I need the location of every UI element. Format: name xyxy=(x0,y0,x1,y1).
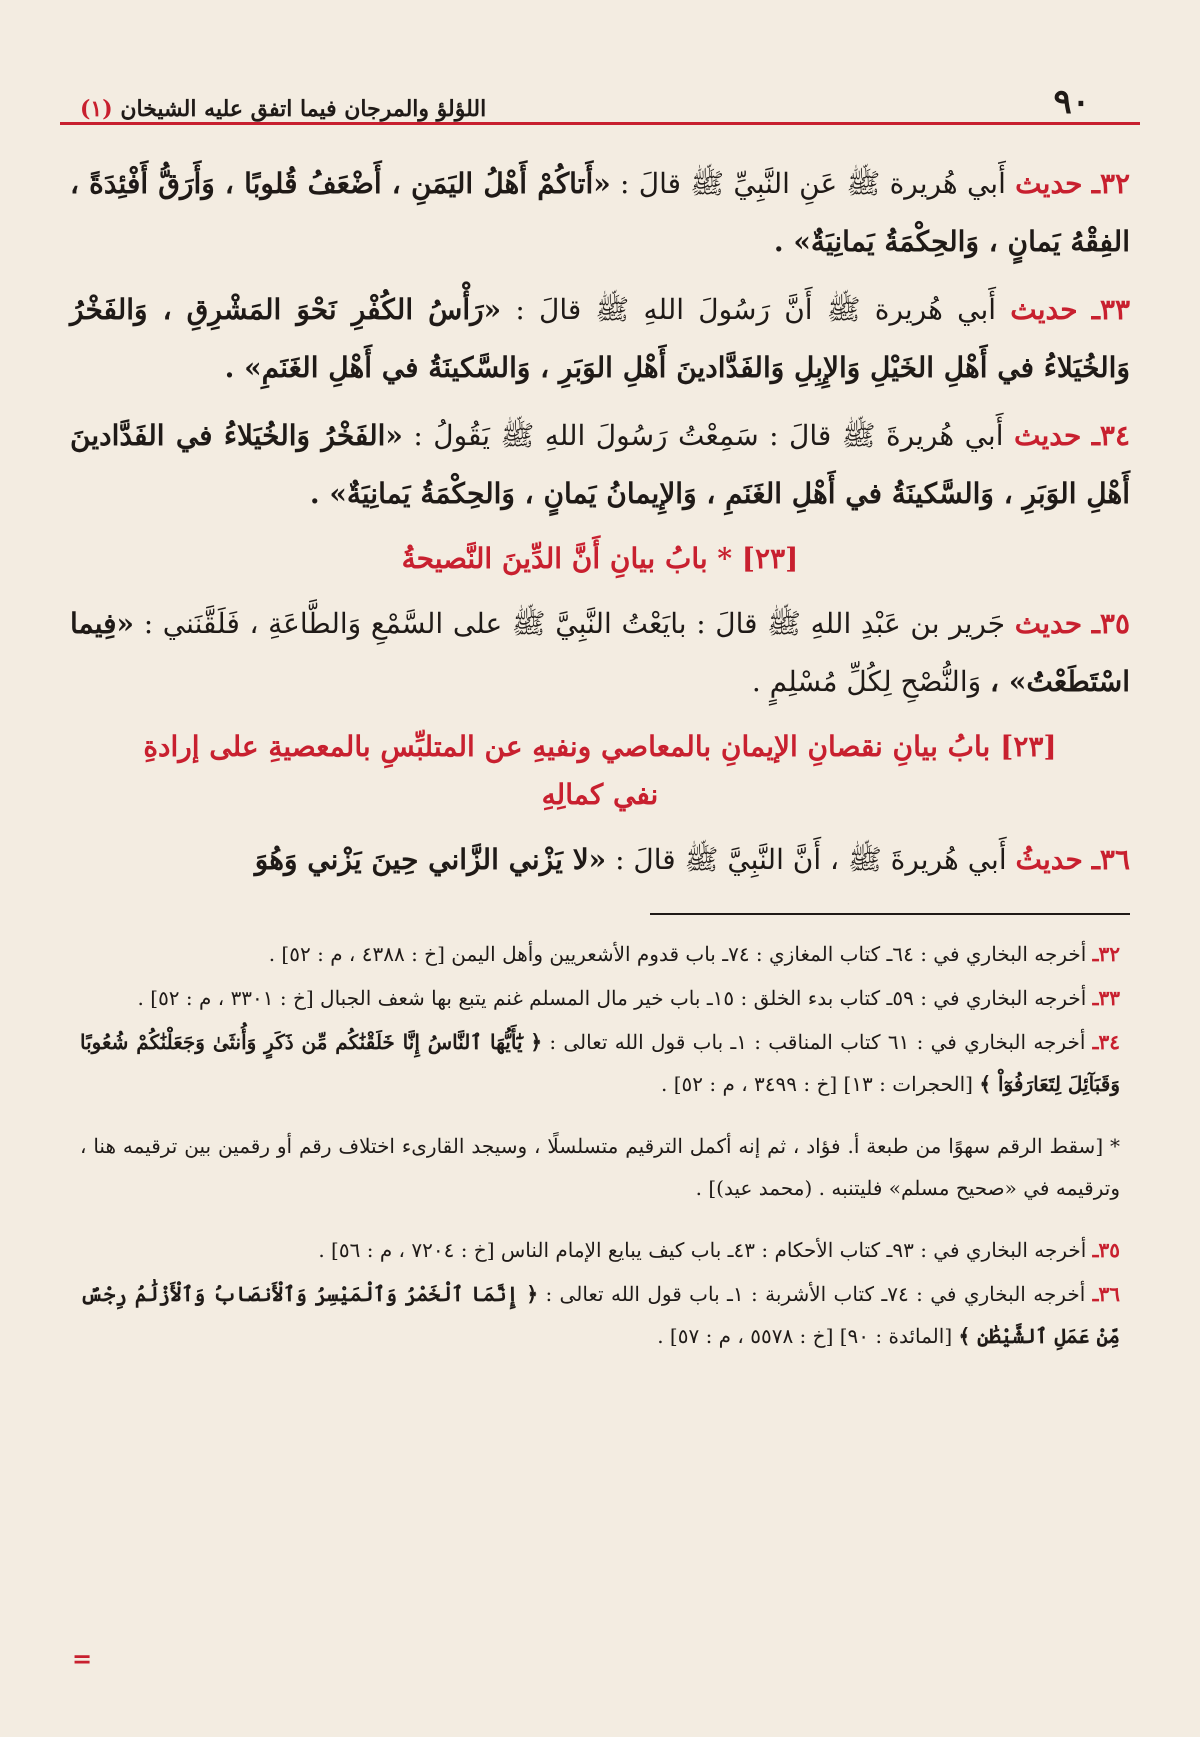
footnote-number: ٣٥ـ xyxy=(1092,1238,1120,1262)
hadith-lead: أَبي هُريرة ﷺ عَنِ النَّبِيِّ ﷺ قالَ : xyxy=(620,167,1006,200)
hadith-tail: وَالنُّصْحِ لِكُلِّ مُسْلِمٍ . xyxy=(751,665,982,698)
book-title xyxy=(80,96,486,122)
hadith-32 xyxy=(70,155,1130,271)
page-number: ٩٠ xyxy=(1053,82,1090,122)
footnote-text: أخرجه البخاري في : ٦٤ـ كتاب المغازي : ٧٤ـ باب قدوم الأشعريين وأهل اليمن [خ : ٤٣٨٨ ، م : ٥٢] . xyxy=(268,942,1087,966)
footnote-32 xyxy=(80,933,1120,975)
hadith-label: حديثُ xyxy=(1015,843,1083,876)
editor-note: * [سقط الرقم سهوًا من طبعة أ. فؤاد ، ثم إنه أكمل الترقيم متسلسلًا ، وسيجد القارىء اختلاف رقم أو رقمين بين ترقيمه هنا ، وترقيمه في «صحيح مسلم» فليتنبه . (محمد عيد)] . xyxy=(80,1134,1120,1200)
footnote-reference: [الحجرات : ١٣] [خ : ٣٤٩٩ ، م : ٥٢] . xyxy=(660,1072,973,1096)
hadith-text: «أَتاكُمْ أَهْلُ اليَمَنِ ، أَضْعَفُ قُلوبًا ، وَأَرَقُّ أَفْئِدَةً ، الفِقْهُ يَمانٍ ، وَالحِكْمَةُ يَمانِيَةٌ» . xyxy=(70,167,1130,258)
footnote-33 xyxy=(80,977,1120,1019)
hadith-lead: أَبي هُريرةَ ﷺ ، أَنَّ النَّبِيَّ ﷺ قالَ : xyxy=(615,843,1007,876)
footnote-text: أخرجه البخاري في : ٥٩ـ كتاب بدء الخلق : ١٥ـ باب خير مال المسلم غنم يتبع بها شعف الجبال [خ : ٣٣٠١ ، م : ٥٢] . xyxy=(137,986,1087,1010)
hadith-lead: جَرير بن عَبْدِ اللهِ ﷺ قالَ : بايَعْتُ النَّبِيَّ ﷺ على السَّمْعِ وَالطَّاعَةِ ، فَلَقَّنَني : xyxy=(143,607,1006,640)
main-text xyxy=(60,125,1140,1357)
hadith-number: ٣٣ـ xyxy=(1091,293,1131,326)
running-header xyxy=(60,70,1140,125)
hadith-number: ٣٤ـ xyxy=(1091,419,1130,452)
hadith-text: «لا يَزْني الزَّاني حِينَ يَزْني وَهُوَ xyxy=(254,843,607,876)
footnote-number: ٣٤ـ xyxy=(1092,1030,1120,1054)
volume-number: (١) xyxy=(80,96,113,122)
footnote-36 xyxy=(80,1273,1120,1357)
continuation-mark: = xyxy=(72,1644,93,1673)
hadith-33 xyxy=(70,281,1130,397)
hadith-number: ٣٦ـ xyxy=(1091,843,1130,876)
footnote-number: ٣٦ـ xyxy=(1092,1282,1120,1306)
chapter-heading: [٢٣] * بابُ بيانِ أَنَّ الدِّينَ النَّصيحةُ xyxy=(401,542,799,575)
footnote-text: أخرجه البخاري في : ٧٤ـ كتاب الأشربة : ١ـ باب قول الله تعالى : xyxy=(545,1282,1086,1306)
quran-verse: ﴿ إِنَّمَا ٱلْخَمْرُ وَٱلْمَيْسِرُ وَٱلْأَنصَابُ وَٱلْأَزْلَٰمُ رِجْسٌ مِّنْ عَمَلِ ٱلشَّيْطَٰنِ ﴾ xyxy=(80,1282,1120,1348)
footnote-34 xyxy=(80,1021,1120,1105)
quran-verse: ﴿ يَٰٓأَيُّهَا ٱلنَّاسُ إِنَّا خَلَقْنَٰكُم مِّن ذَكَرٍ وَأُنثَىٰ وَجَعَلْنَٰكُمْ شُعُوبًا وَقَبَآئِلَ لِتَعَارَفُوٓاْ ﴾ xyxy=(80,1030,1120,1096)
hadith-34 xyxy=(70,407,1130,523)
footnote-number: ٣٣ـ xyxy=(1092,986,1120,1010)
chapter-heading: [٢٣] بابُ بيانِ نقصانِ الإيمانِ بالمعاصي ونفيهِ عن المتلبِّسِ بالمعصيةِ على إرادةِ نفي كمالِهِ xyxy=(143,730,1057,811)
hadith-lead: أَبي هُريرة ﷺ أَنَّ رَسُولَ اللهِ ﷺ قالَ : xyxy=(515,293,997,326)
footnote-reference: [المائدة : ٩٠] [خ : ٥٥٧٨ ، م : ٥٧] . xyxy=(657,1324,953,1348)
hadith-text: «رَأْسُ الكُفْرِ نَحْوَ المَشْرِقِ ، وَالفَخْرُ وَالخُيَلاءُ في أَهْلِ الخَيْلِ وَالإِبِلِ وَالفَدَّادينَ أَهْلِ الوَبَرِ ، وَالسَّكينَةُ في أَهْلِ الغَنَمِ» . xyxy=(70,293,1130,384)
book-title-text: اللؤلؤ والمرجان فيما اتفق عليه الشيخان xyxy=(120,96,487,122)
footnote-number: ٣٢ـ xyxy=(1092,942,1120,966)
hadith-label: حديث xyxy=(1015,167,1083,200)
hadith-36 xyxy=(70,831,1130,889)
hadith-35 xyxy=(70,595,1130,711)
hadith-label: حديث xyxy=(1010,293,1078,326)
footnote-divider xyxy=(650,913,1130,915)
hadith-text: «الفَخْرُ وَالخُيَلاءُ في الفَدَّادينَ أَهْلِ الوَبَرِ ، وَالسَّكينَةُ في أَهْلِ الغَنَمِ ، وَالإِيمانُ يَمانٍ ، وَالحِكْمَةُ يَمانِيَةٌ» . xyxy=(70,419,1130,510)
footnotes xyxy=(70,933,1130,1357)
footnote-text: أخرجه البخاري في : ٩٣ـ كتاب الأحكام : ٤٣ـ باب كيف يبايع الإمام الناس [خ : ٧٢٠٤ ، م : ٥٦] . xyxy=(318,1238,1087,1262)
hadith-label: حديث xyxy=(1013,419,1082,452)
hadith-label: حديث xyxy=(1014,607,1083,640)
hadith-lead: أَبي هُريرةَ ﷺ قالَ : سَمِعْتُ رَسُولَ اللهِ ﷺ يَقُولُ : xyxy=(413,419,1004,452)
hadith-number: ٣٢ـ xyxy=(1091,167,1131,200)
hadith-text: «فِيما اسْتَطَعْتُ» ، xyxy=(70,607,1130,698)
hadith-number: ٣٥ـ xyxy=(1091,607,1130,640)
footnote-text: أخرجه البخاري في : ٦١ كتاب المناقب : ١ـ باب قول الله تعالى : xyxy=(549,1030,1086,1054)
footnote-35 xyxy=(80,1229,1120,1271)
